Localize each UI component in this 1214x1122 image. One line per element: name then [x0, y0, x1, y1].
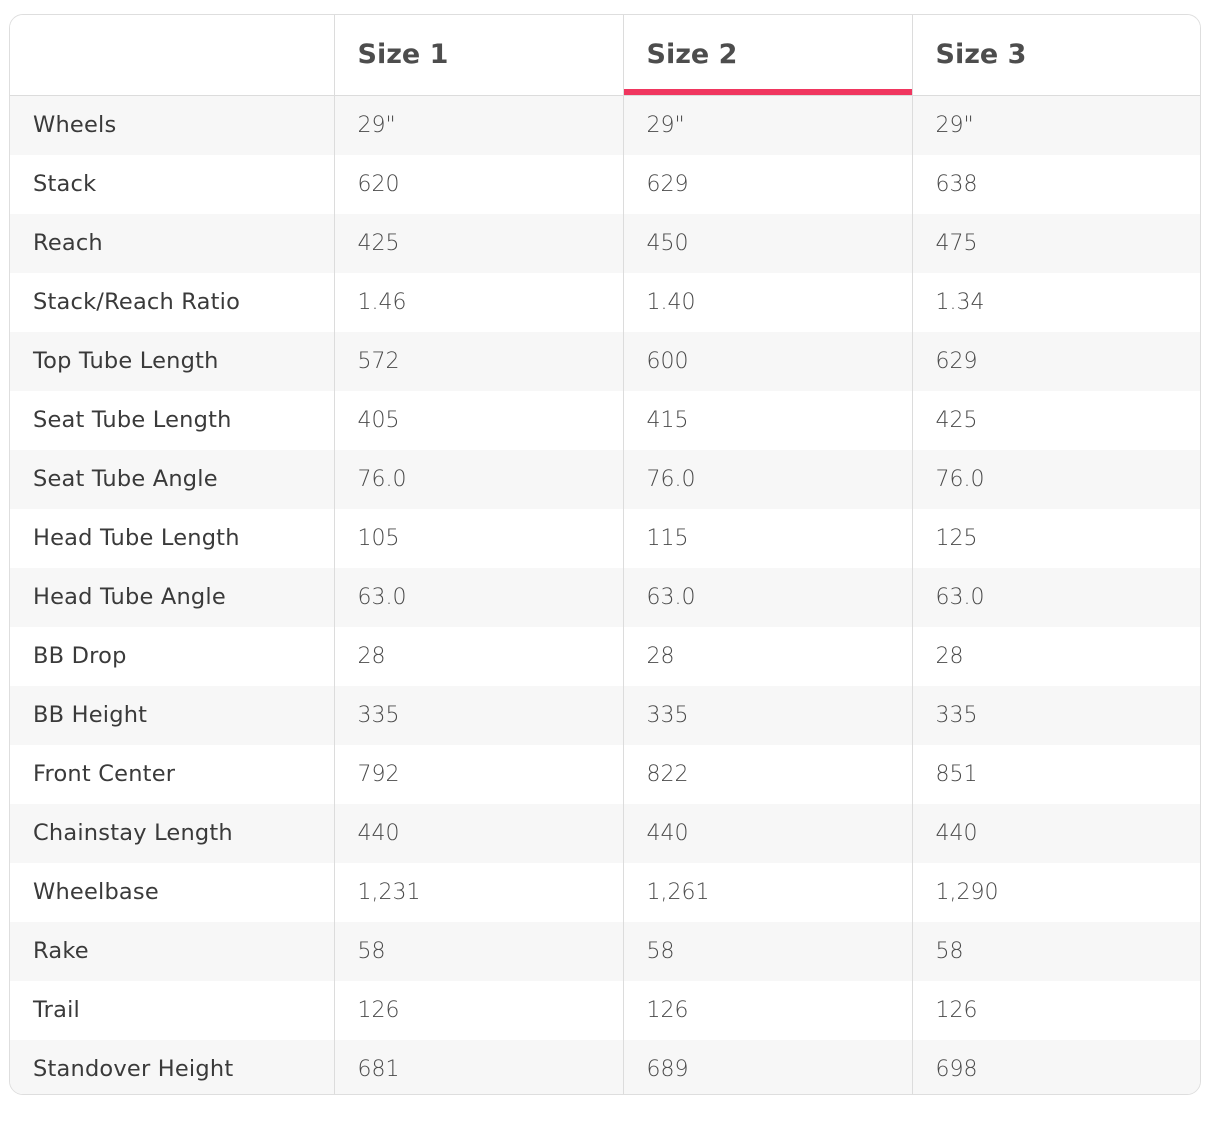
size-3-value: 63.0 — [912, 568, 1200, 627]
row-label: Stack/Reach Ratio — [10, 273, 334, 332]
size-3-value: 125 — [912, 509, 1200, 568]
size-1-value: 58 — [334, 922, 623, 981]
table-row — [10, 273, 1200, 332]
row-label: Front Center — [10, 745, 334, 804]
row-label: Wheelbase — [10, 863, 334, 922]
row-label: Stack — [10, 155, 334, 214]
size-1-value: 572 — [334, 332, 623, 391]
size-2-value: 822 — [623, 745, 912, 804]
size-1-value: 425 — [334, 214, 623, 273]
geometry-table — [10, 15, 1200, 1095]
size-1-value: 105 — [334, 509, 623, 568]
row-label: Top Tube Length — [10, 332, 334, 391]
size-3-value: 629 — [912, 332, 1200, 391]
size-2-value: 126 — [623, 981, 912, 1040]
size-2-value: 115 — [623, 509, 912, 568]
size-2-value: 1,261 — [623, 863, 912, 922]
size-2-value: 1.40 — [623, 273, 912, 332]
row-label: Seat Tube Angle — [10, 450, 334, 509]
geometry-rows — [10, 95, 1200, 1095]
row-label: Head Tube Angle — [10, 568, 334, 627]
table-row — [10, 804, 1200, 863]
size-3-value: 76.0 — [912, 450, 1200, 509]
table-row — [10, 155, 1200, 214]
table-row — [10, 981, 1200, 1040]
size-3-value: 638 — [912, 155, 1200, 214]
table-row — [10, 922, 1200, 981]
size-2-value: 440 — [623, 804, 912, 863]
table-row — [10, 686, 1200, 745]
size-3-value: 425 — [912, 391, 1200, 450]
row-label: Wheels — [10, 95, 334, 155]
size-3-value: 698 — [912, 1040, 1200, 1096]
size-3-value: 475 — [912, 214, 1200, 273]
size-3-value: 851 — [912, 745, 1200, 804]
size-1-value: 440 — [334, 804, 623, 863]
size-2-value: 76.0 — [623, 450, 912, 509]
size-2-value: 629 — [623, 155, 912, 214]
size-tab-1[interactable]: Size 1 — [334, 15, 623, 95]
header-row — [10, 15, 1200, 95]
size-2-value: 28 — [623, 627, 912, 686]
table-row — [10, 391, 1200, 450]
row-label: Trail — [10, 981, 334, 1040]
row-label: Chainstay Length — [10, 804, 334, 863]
size-3-value: 126 — [912, 981, 1200, 1040]
table-row — [10, 214, 1200, 273]
table-row — [10, 745, 1200, 804]
row-label: Seat Tube Length — [10, 391, 334, 450]
size-3-value: 335 — [912, 686, 1200, 745]
size-3-value: 1.34 — [912, 273, 1200, 332]
size-2-value: 63.0 — [623, 568, 912, 627]
geometry-table-card — [9, 14, 1201, 1095]
table-row — [10, 568, 1200, 627]
size-2-value: 415 — [623, 391, 912, 450]
corner-cell — [10, 15, 334, 95]
row-label: Standover Height — [10, 1040, 334, 1096]
size-1-value: 126 — [334, 981, 623, 1040]
size-1-value: 620 — [334, 155, 623, 214]
table-row — [10, 332, 1200, 391]
size-2-value: 29" — [623, 95, 912, 155]
size-2-value: 450 — [623, 214, 912, 273]
table-row — [10, 627, 1200, 686]
row-label: Reach — [10, 214, 334, 273]
size-1-value: 1,231 — [334, 863, 623, 922]
table-row — [10, 1040, 1200, 1096]
table-row — [10, 509, 1200, 568]
size-1-value: 1.46 — [334, 273, 623, 332]
size-2-value: 58 — [623, 922, 912, 981]
size-3-value: 58 — [912, 922, 1200, 981]
size-2-value: 335 — [623, 686, 912, 745]
row-label: Head Tube Length — [10, 509, 334, 568]
size-3-value: 440 — [912, 804, 1200, 863]
row-label: BB Height — [10, 686, 334, 745]
size-2-value: 689 — [623, 1040, 912, 1096]
row-label: BB Drop — [10, 627, 334, 686]
size-1-value: 335 — [334, 686, 623, 745]
size-tab-3[interactable]: Size 3 — [912, 15, 1200, 95]
size-3-value: 1,290 — [912, 863, 1200, 922]
size-1-value: 76.0 — [334, 450, 623, 509]
size-1-value: 28 — [334, 627, 623, 686]
size-3-value: 28 — [912, 627, 1200, 686]
table-row — [10, 863, 1200, 922]
table-row — [10, 450, 1200, 509]
size-2-value: 600 — [623, 332, 912, 391]
size-1-value: 792 — [334, 745, 623, 804]
row-label: Rake — [10, 922, 334, 981]
size-1-value: 29" — [334, 95, 623, 155]
table-row — [10, 95, 1200, 155]
size-1-value: 681 — [334, 1040, 623, 1096]
size-1-value: 405 — [334, 391, 623, 450]
size-3-value: 29" — [912, 95, 1200, 155]
size-tab-2[interactable]: Size 2 — [623, 15, 912, 95]
size-1-value: 63.0 — [334, 568, 623, 627]
